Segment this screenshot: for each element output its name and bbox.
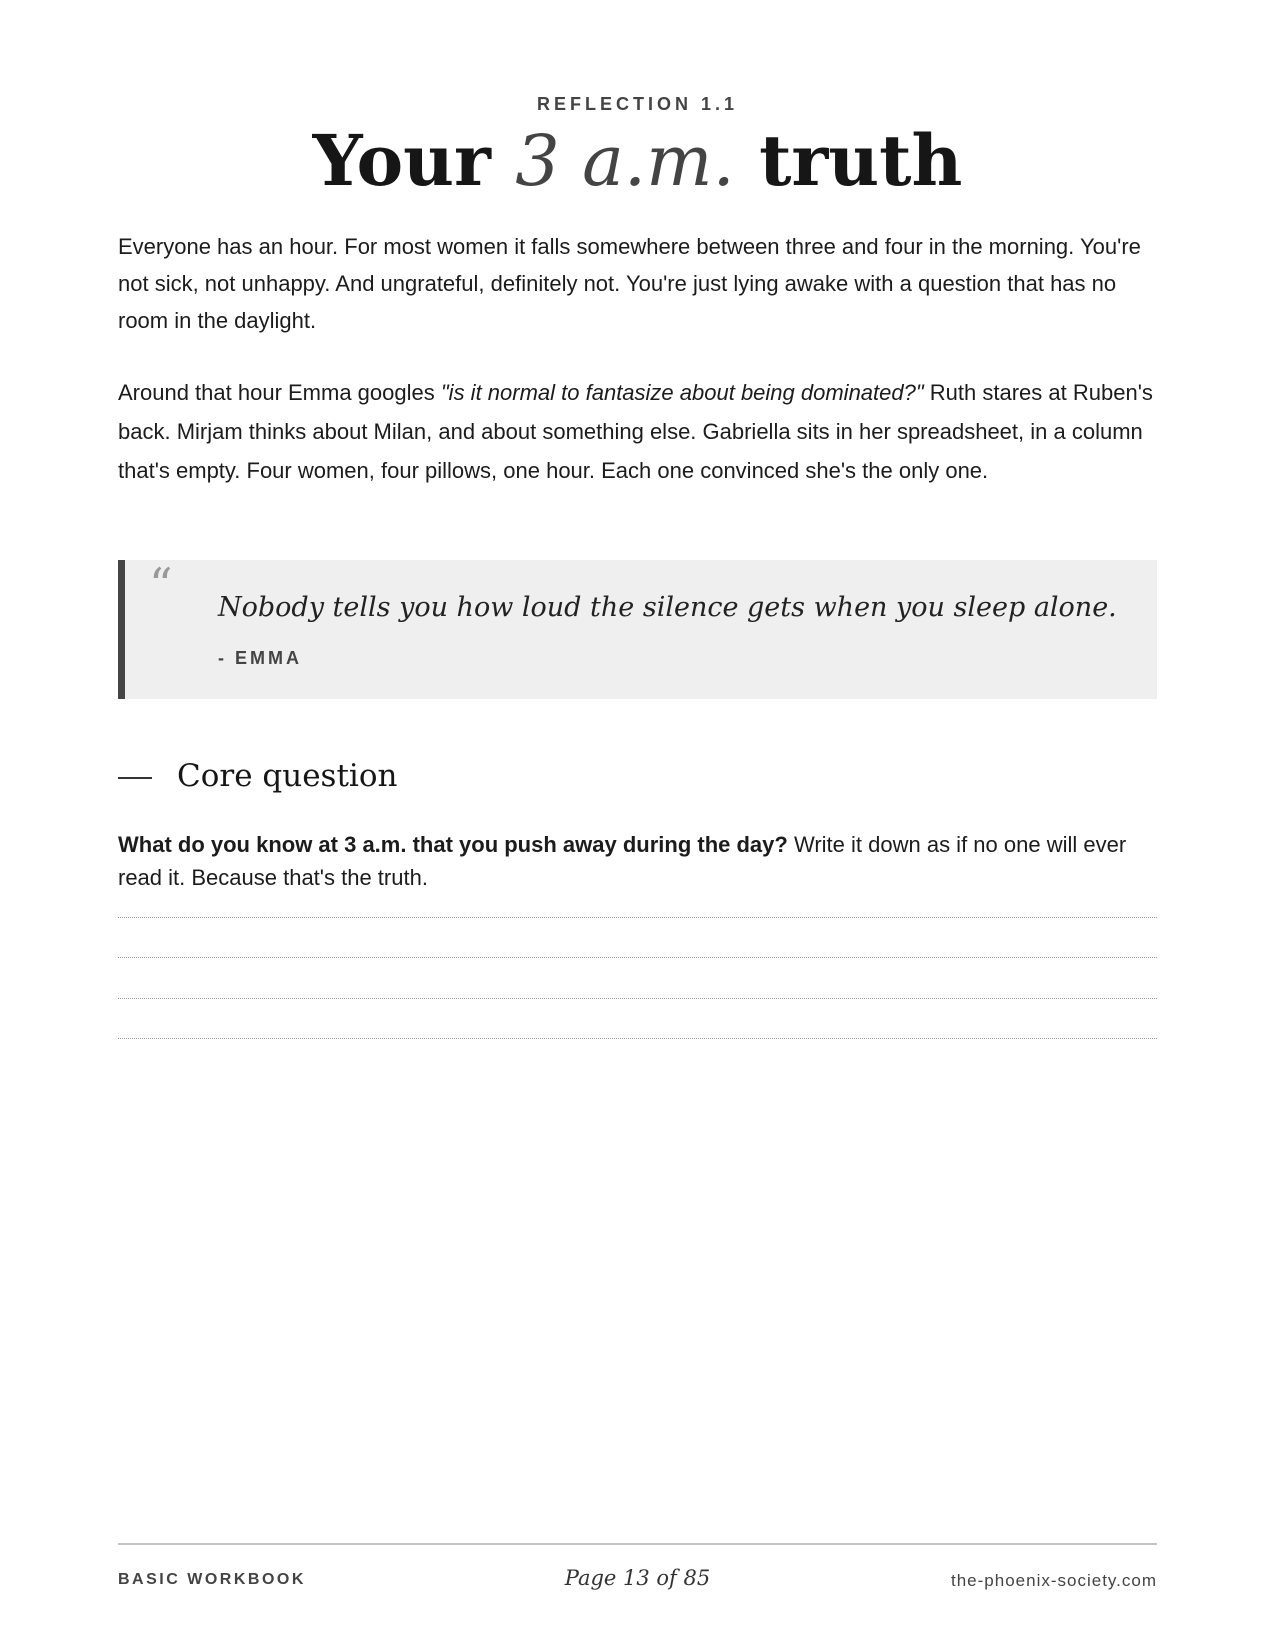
title-suffix: truth <box>759 119 963 202</box>
quote-text: Nobody tells you how loud the silence gets when you sleep alone. <box>218 592 1117 623</box>
section-eyebrow: REFLECTION 1.1 <box>536 94 739 114</box>
answer-line[interactable] <box>118 917 1157 918</box>
footer-workbook-name: BASIC WORKBOOK <box>118 1571 306 1588</box>
title-prefix: Your <box>312 119 491 202</box>
section-dash-rule <box>118 777 152 779</box>
answer-line[interactable] <box>118 998 1157 999</box>
quote-mark-icon: “ <box>149 558 173 612</box>
answer-line[interactable] <box>118 1038 1157 1039</box>
story-search-quote: "is it normal to fantasize about being dominated?" <box>440 380 924 405</box>
answer-line[interactable] <box>118 957 1157 958</box>
prompt-rest: Write it down as if no one will ever read it. Because that's the truth. <box>118 832 1127 890</box>
prompt-bold: What do you know at 3 a.m. that you push away during the day? <box>118 832 788 857</box>
story-rest: Ruth stares at Ruben's back. Mirjam thinks about Milan, and about something else. Gabriella sits in her spreadsheet, in a column that's empty. Four women, four pillows, one hour. Each one convinced she's the only one. <box>118 380 1153 483</box>
section-title: Core question <box>177 758 398 794</box>
footer-website: the-phoenix-society.com <box>951 1571 1157 1590</box>
pull-quote <box>118 560 1157 699</box>
page-title <box>118 118 1157 204</box>
quote-author: - EMMA <box>218 648 302 668</box>
story-paragraph <box>118 373 1157 490</box>
intro-paragraph: Everyone has an hour. For most women it falls somewhere between three and four in the morning. You're not sick, not unhappy. And ungrateful, definitely not. You're just lying awake with a question that has no room in the daylight. <box>118 234 1141 333</box>
footer-page-number: Page 13 of 85 <box>564 1566 711 1590</box>
core-question-prompt <box>118 828 1157 894</box>
story-lead: Around that hour Emma googles <box>118 380 435 405</box>
title-emphasis: 3 a.m. <box>515 120 735 202</box>
footer-divider <box>118 1543 1157 1545</box>
